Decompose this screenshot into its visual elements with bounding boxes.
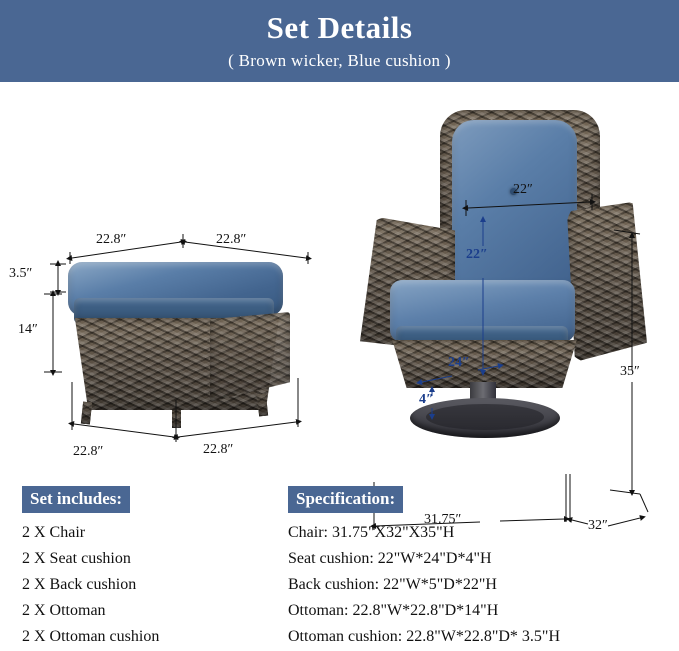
- chair-depth-label: 32″: [588, 518, 608, 533]
- list-item: 2 X Ottoman: [22, 602, 106, 620]
- list-item: 2 X Back cushion: [22, 576, 137, 594]
- list-item: Chair: 31.75"X32"X35"H: [288, 524, 455, 542]
- list-item: Seat cushion: 22"W*24"D*4"H: [288, 550, 492, 568]
- ottoman-cushion-top-left-label: 22.8″: [96, 232, 127, 247]
- ottoman-cushion-top-right-label: 22.8″: [216, 232, 247, 247]
- list-item: Ottoman: 22.8"W*22.8"D*14"H: [288, 602, 499, 620]
- chair-total-width-label: 31.75″: [424, 512, 462, 527]
- ottoman-base-width-left-label: 22.8″: [73, 444, 104, 459]
- specification-heading: Specification:: [288, 486, 403, 513]
- list-item: 2 X Chair: [22, 524, 86, 542]
- header-banner: [0, 0, 679, 82]
- dimension-lines: [0, 82, 679, 482]
- ottoman-base-width-right-label: 22.8″: [203, 442, 234, 457]
- page-title: Set Details: [266, 9, 413, 45]
- chair-seat-thickness-label: 4″: [419, 392, 434, 407]
- chair-total-height-label: 35″: [620, 364, 640, 379]
- list-item: 2 X Seat cushion: [22, 550, 131, 568]
- specification-list: [288, 520, 668, 650]
- details-footer: [0, 486, 679, 651]
- ottoman-cushion-thickness-label: 3.5″: [9, 266, 33, 281]
- list-item: Back cushion: 22"W*5"D*22"H: [288, 576, 497, 594]
- chair-seat-depth-label: 24″: [448, 355, 470, 370]
- list-item: 2 X Ottoman cushion: [22, 628, 160, 646]
- chair-back-height-label: 22″: [466, 247, 488, 262]
- page-subtitle: ( Brown wicker, Blue cushion ): [228, 51, 451, 71]
- list-item: Ottoman cushion: 22.8"W*22.8"D* 3.5"H: [288, 628, 561, 646]
- set-includes-list: [22, 520, 272, 650]
- set-includes-heading: Set includes:: [22, 486, 130, 513]
- chair-back-width-label: 22″: [513, 182, 533, 197]
- set-includes-section: [22, 486, 272, 650]
- specification-section: [288, 486, 668, 650]
- ottoman-base-height-label: 14″: [18, 322, 38, 337]
